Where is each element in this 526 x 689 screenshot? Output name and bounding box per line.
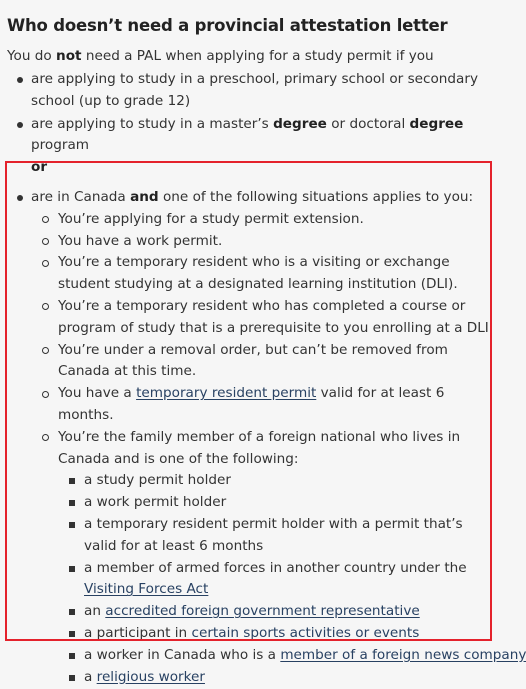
- visiting-forces-act-link[interactable]: Visiting Forces Act: [84, 581, 209, 598]
- situation-item: You have a work permit.: [31, 231, 496, 253]
- situation-item: You’re a temporary resident who has completed a course or program of study that is a prerequisite to you enrolling at a DLI.: [31, 296, 500, 340]
- section-heading: Who doesn’t need a provincial attestation letter: [7, 16, 448, 35]
- family-member-list: [58, 470, 526, 688]
- list-item-school: are applying to study in a preschool, primary school or secondary school (up to grade 12): [0, 69, 500, 113]
- religious-worker-link[interactable]: religious worker: [96, 668, 205, 685]
- intro-text: You do not need a PAL when applying for a study permit if you: [7, 48, 434, 64]
- situation-item: You’re a temporary resident who is a visiting or exchange student studying at a designated learning institution (DLI).: [31, 252, 496, 296]
- foreign-news-company-link[interactable]: member of a foreign news company: [280, 646, 526, 663]
- list-item-graduate: are applying to study in a master’s degree or doctoral degree program or: [0, 114, 500, 179]
- family-item: an accredited foreign government representative: [58, 601, 486, 623]
- situation-item: You’re applying for a study permit extension.: [31, 209, 496, 231]
- family-item: a participant in certain sports activities or events: [58, 623, 486, 645]
- accredited-representative-link[interactable]: accredited foreign government representative: [105, 603, 420, 620]
- family-item: a study permit holder: [58, 470, 486, 492]
- family-item: a worker in Canada who is a member of a foreign news company: [58, 645, 500, 667]
- family-item: a religious worker: [58, 667, 486, 689]
- family-item: a member of armed forces in another country under the Visiting Forces Act: [58, 558, 486, 602]
- exemption-list: [0, 69, 526, 689]
- situation-item: You have a temporary resident permit valid for at least 6 months.: [31, 383, 496, 427]
- family-item: a work permit holder: [58, 492, 486, 514]
- family-item: a temporary resident permit holder with a permit that’s valid for at least 6 months: [58, 514, 486, 558]
- sports-activities-link[interactable]: certain sports activities or events: [191, 624, 420, 641]
- or-conjunction: or: [31, 159, 48, 176]
- situations-list: [31, 209, 526, 689]
- list-item-in-canada: are in Canada and one of the following situations applies to you: You’re applying for a study permit extension. You have a work permit. You’re a temporary resident who is a visiting or exchange student studying at a designated learning institution (DLI). You’re a temporary resident who has completed a course or program of study that is a prerequisite to you enrolling at a DLI. You’re under a removal order, but can’t be removed from Canada at this time. You have a temporary resident permit valid for at least 6 months. You’re the family member of a foreign national who lives in Canada and is one of the following: a study permit holder a work permit holder a temporary resident permit holder with a permit that’s valid for at least 6 months a member of armed forces in another country under the Visiting Forces Act an accredited foreign government representative a participant in certain sports activities or events a worker in Canada who is a member of a foreign news company a religious worker: [0, 187, 500, 688]
- situation-item: You’re under a removal order, but can’t be removed from Canada at this time.: [31, 340, 496, 384]
- emphasis-not: not: [56, 48, 82, 64]
- temporary-resident-permit-link[interactable]: temporary resident permit: [136, 385, 317, 402]
- situation-item: You’re the family member of a foreign national who lives in Canada and is one of the following: a study permit holder a work permit holder a temporary resident permit holder with a permit that’s valid for at least 6 months a member of armed forces in another country under the Visiting Forces Act an accredited foreign government representative a participant in certain sports activities or events a worker in Canada who is a member of a foreign news company a religious worker: [31, 427, 496, 689]
